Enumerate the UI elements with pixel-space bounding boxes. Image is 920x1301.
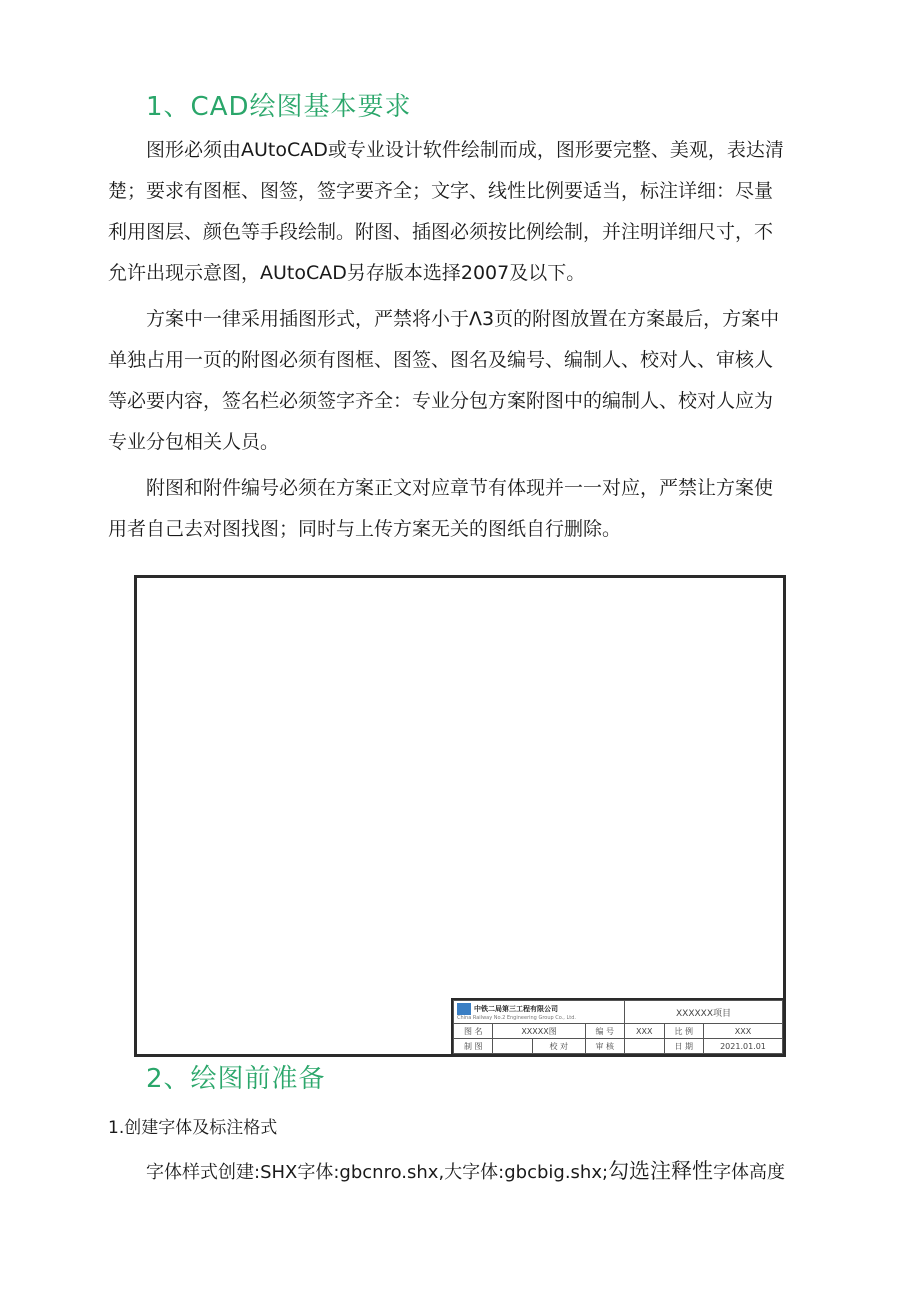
font-style-text: 字体样式创建:SHX字体:gbcnro.shx,大字体:gbcbig.shx;	[146, 1162, 609, 1183]
company-logo-icon	[457, 1003, 471, 1015]
label-drawn-by: 制 图	[454, 1039, 493, 1054]
label-date: 日 期	[664, 1039, 703, 1054]
annotative-text: 勾选注释性	[608, 1159, 714, 1183]
section1-paragraph-2	[108, 299, 810, 463]
paragraph-line: 图形必须由AUtoCAD或专业设计软件绘制而成，图形要完整、美观，表达清	[146, 139, 784, 161]
title-block-table	[453, 1000, 783, 1054]
paragraph-line: 专业分包相关人员。	[108, 431, 280, 453]
label-drawing-name: 图 名	[454, 1024, 493, 1039]
company-cell	[454, 1001, 625, 1024]
label-number: 编 号	[585, 1024, 624, 1039]
company-name: 中铁二局第三工程有限公司	[474, 1005, 558, 1014]
drawing-name-value: XXXXX图	[493, 1024, 585, 1039]
section1-heading: 1、CAD绘图基本要求	[146, 92, 412, 122]
section2-heading: 2、绘图前准备	[146, 1064, 326, 1094]
paragraph-line: 方案中一律采用插图形式，严禁将小于Λ3页的附图放置在方案最后，方案中	[146, 308, 780, 330]
label-checked-by: 校 对	[532, 1039, 585, 1054]
paragraph-line: 用者自己去对图找图；同时与上传方案无关的图纸自行删除。	[108, 518, 622, 540]
paragraph-line: 附图和附件编号必须在方案正文对应章节有体现并一一对应，严禁让方案使	[146, 477, 774, 499]
paragraph-line: 利用图层、颜色等手段绘制。附图、插图必须按比例绘制，并注明详细尺寸，不	[108, 221, 774, 243]
reviewed-by-value	[625, 1039, 664, 1054]
paragraph-line: 允许出现示意图，AUtoCAD另存版本选择2007及以下。	[108, 262, 586, 284]
label-scale: 比 例	[664, 1024, 703, 1039]
project-name: XXXXXX项目	[625, 1001, 783, 1024]
date-value: 2021.01.01	[703, 1039, 782, 1054]
label-reviewed-by: 审 核	[585, 1039, 624, 1054]
scale-value: XXX	[703, 1024, 782, 1039]
section2-paragraph-1	[146, 1155, 785, 1185]
paragraph-line: 楚；要求有图框、图签，签字要齐全；文字、线性比例要适当，标注详细：尽量	[108, 180, 774, 202]
section1-paragraph-1	[108, 130, 810, 294]
company-name-en: China Railway No.2 Engineering Group Co., Ltd.	[457, 1015, 576, 1022]
number-value: XXX	[625, 1024, 664, 1039]
subsection-1-title: 1.创建字体及标注格式	[108, 1118, 278, 1138]
font-height-text: 字体高度	[713, 1162, 786, 1183]
section1-paragraph-3	[108, 468, 810, 550]
drawn-by-value	[493, 1039, 532, 1054]
drawing-frame-figure	[134, 575, 786, 1057]
paragraph-line: 等必要内容，签名栏必须签字齐全：专业分包方案附图中的编制人、校对人应为	[108, 390, 774, 412]
paragraph-line: 单独占用一页的附图必须有图框、图签、图名及编号、编制人、校对人、审核人	[108, 349, 774, 371]
title-block	[451, 998, 783, 1054]
